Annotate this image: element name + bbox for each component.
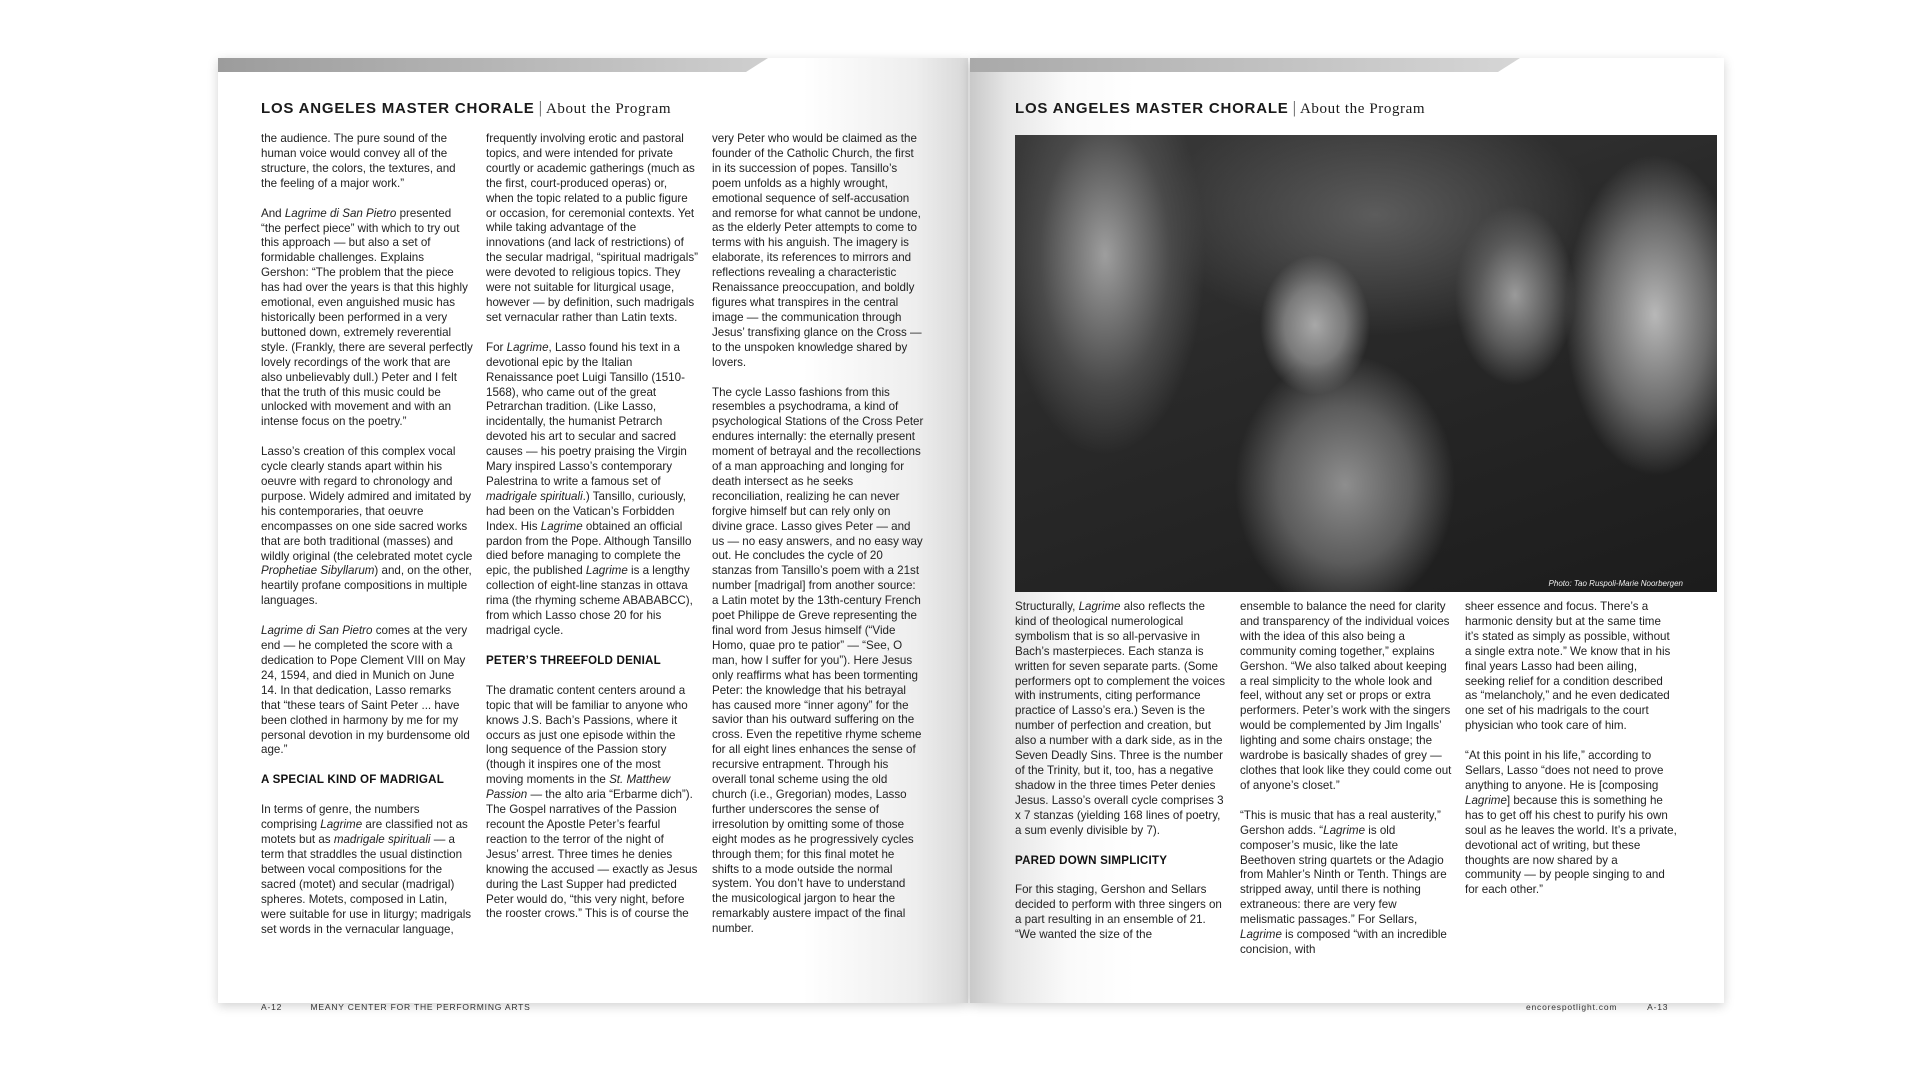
running-header [261, 98, 671, 118]
section-heading: PARED DOWN SIMPLICITY [1015, 853, 1168, 867]
column-3 [1465, 600, 1677, 900]
paragraph: frequently involving erotic and pastoral topics, and were intended for private courtly or academic gatherings (much as the first, court-produced operas) or, when the topic related to a public figure or occasion, for ceremonial contexts. Yet while taking advantage of the innovations (and lack of restrictions) of the secular madrigal, “spiritual madrigals” were devoted to religious topics. They were not suitable for liturgical usage, however — by definition, such madrigals set vernacular rather than Latin texts. [486, 132, 698, 324]
header-org: LOS ANGELES MASTER CHORALE [261, 100, 535, 117]
header-section: About the Program [546, 101, 672, 117]
header-section: About the Program [1300, 101, 1426, 117]
header-org: LOS ANGELES MASTER CHORALE [1015, 100, 1289, 117]
paragraph: Structurally, Lagrime also reflects the kind of theological numerological symbolism that is so all-pervasive in Bach’s masterpieces. Each stanza is written for seven separate parts. (Some performers opt to complement the voices with instruments, citing performance practice of Lasso’s era.) Seven is the number of perfection and creation, but also a number with a dark side, as in the Seven Deadly Sins. Three is the number of the Trinity, but it, too, has a negative shadow in the three times Peter denies Jesus. Lasso’s overall cycle comprises 3 x 7 stanzas (yielding 168 lines of poetry, a sum evenly divisible by 7). [1015, 600, 1226, 837]
photo-credit: Photo: Tao Ruspoli-Marie Noorbergen [1548, 579, 1683, 588]
page-number: A-13 [1647, 1002, 1669, 1012]
section-heading: A SPECIAL KIND OF MADRIGAL [261, 773, 444, 787]
right-page [970, 58, 1724, 1012]
page-footer [1526, 1002, 1668, 1012]
column-3 [712, 132, 924, 982]
paragraph: sheer essence and focus. There’s a harmonic density but at the same time it’s stated as simply as possible, without a single extra note.” We know that in his final years Lasso had been ailing, seeking relief for a condition described as “melancholy,” and he even dedicated one set of his madrigals to the court physician who took care of him. [1465, 600, 1671, 733]
header-accent-bar [218, 58, 768, 72]
paragraph: ensemble to balance the need for clarity and transparency of the individual voices with the idea of this also being a community coming together,” explains Gershon. “We also talked about keeping a real simplicity to the whole look and feel, without any set or props or extra performers. Peter’s work with the singers would be complemented by Jim Ingalls’ lighting and some chairs onstage; the wardrobe is basically shades of grey — clothes that look like they could come out of anyone’s closet.” [1240, 600, 1452, 792]
paragraph: Lagrime di San Pietro comes at the very end — he completed the score with a dedication to Pope Clement VIII on May 24, 1594, and died in Munich on June 14. In that dedication, Lasso remarks that “these tears of Saint Peter ... have been clothed in harmony by me for my personal devotion in my burdensome old age.” [261, 624, 470, 757]
header-separator: | [1292, 98, 1296, 117]
header-accent-bar [970, 58, 1520, 72]
paragraph: In terms of genre, the numbers comprising Lagrime are classified not as motets but as madrigale spirituali — a term that straddles the usual distinction between vocal compositions for the sacred (motet) and secular (madrigal) spheres. Motets, composed in Latin, were suitable for use in liturgy; madrigals set words in the vernacular language, [261, 803, 472, 936]
column-1 [261, 132, 473, 982]
column-2 [1240, 600, 1452, 956]
left-page [218, 58, 968, 1012]
column-1 [1015, 600, 1227, 942]
header-separator: | [538, 98, 542, 117]
paragraph: And Lagrime di San Pietro presented “the perfect piece” with which to try out this approach — but also a set of formidable challenges. Explains Gershon: “The problem that the piece has had over the years is that this highly emotional, even anguished music has historically been performed in a very buttoned down, extremely reverential style. (Frankly, there are several perfectly lovely recordings of the work that are also unbelievably dull.) Peter and I felt that the truth of this music could be unlocked with movement and with an intense focus on the poetry.” [261, 206, 473, 429]
paragraph: very Peter who would be claimed as the founder of the Catholic Church, the first in its succession of popes. Tansillo’s poem unfolds as a highly wrought, emotional sequence of self-accusation and remorse for what cannot be undone, as the elderly Peter attempts to come to terms with his anguish. The imagery is elaborate, its references to mirrors and reflections revealing a characteristic Renaissance preoccupation, and boldly figures what transpires in the central image — the communication through Jesus’ transfixing glance on the Cross — to the unspoken knowledge shared by lovers. [712, 132, 922, 369]
paragraph: For Lagrime, Lasso found his text in a devotional epic by the Italian Renaissance poet Luigi Tansillo (1510-1568), who came out of the great Petrarchan tradition. (Like Lasso, incidentally, the humanist Petrarch devoted his art to secular and sacred causes — his poetry praising the Virgin Mary inspired Lasso’s contemporary Palestrina to write a famous set of madrigale spirituali.) Tansillo, curiously, had been on the Vatican’s Forbidden Index. His Lagrime obtained an official pardon from the Pope. Although Tansillo died before managing to complete the epic, the published Lagrime is a lengthy collection of eight-line stanzas in ottava rima (the rhyming scheme ABABABCC), from which Lasso chose 20 for his madrigal cycle. [486, 340, 693, 637]
paragraph: the audience. The pure sound of the human voice would convey all of the structure, the colors, the textures, and the feeling of a major work.” [261, 132, 456, 190]
paragraph: The cycle Lasso fashions from this resembles a psychodrama, a kind of psychological Stations of the Cross Peter endures internally: the eternally present moment of betrayal and the recollections of a man approaching and longing for death intersect as he seeks reconciliation, realizing he can never forgive himself but can rely only on divine grace. Lasso gives Peter — and us — no easy answers, and no easy way out. He concludes the cycle of 20 stanzas from Tansillo’s poem with a 21st number [madrigal] from another source: a Latin motet by the 13th-century French poet Philippe de Greve representing the final word from Jesus himself (“Vide Homo, quae pro te patior” — “See, O man, how I suffer for you”). Here Jesus only reaffirms what has been tormenting Peter: the knowledge that his betrayal has caused more “inner agony” for the savior than his outward suffering on the cross. Even the repetitive rhyme scheme for all eight lines enhances the sense of recursive entrapment. Through his overall tonal scheme using the old church (i.e., Gregorian) modes, Lasso further underscores the sense of irresolution by omitting some of those eight modes as he progressively cycles through them; for this final motet he shifts to a mode outside the normal system. You don’t have to understand the musicological jargon to hear the remarkably austere impact of the final number. [712, 385, 924, 936]
paragraph: “At this point in his life,” according to Sellars, Lasso “does not need to prove anything to anyone. He is [composing Lagrime] because this is something he has to get off his chest to purify his own soul as he leaves the world. It’s a private, devotional act of writing, but these thoughts are now shared by a community — by people singing to and for each other.” [1465, 749, 1677, 897]
paragraph: For this staging, Gershon and Sellars decided to perform with three singers on a part resulting in an ensemble of 21. “We wanted the size of the [1015, 883, 1222, 942]
paragraph: “This is music that has a real austerity,” Gershon adds. “Lagrime is old composer’s music, like the late Beethoven string quartets or the Adagio from Mahler’s Ninth or Tenth. Things are stripped away, until there is nothing extraneous: there are very few melismatic passages.” For Sellars, Lagrime is composed “with an incredible concision, with [1240, 808, 1447, 956]
paragraph: The dramatic content centers around a topic that will be familiar to anyone who knows J.S. Bach’s Passions, where it occurs as just one episode within the long sequence of the Passion story (though it inspires one of the most moving moments in the St. Matthew Passion — the alto aria “Erbarme dich”). The Gospel narratives of the Passion recount the Apostle Peter’s fearful reaction to the terror of the night of Jesus’ arrest. Three times he denies knowing the accused — exactly as Jesus during the Last Supper had predicted Peter would do, “this very night, before the rooster crows.” This is of course the [486, 683, 698, 921]
performance-photo [1015, 135, 1717, 592]
page-number: A-12 [261, 1002, 283, 1012]
paragraph: Lasso’s creation of this complex vocal cycle clearly stands apart within his oeuvre with regard to chronology and purpose. Widely admired and imitated by his contemporaries, that oeuvre encompasses on one side sacred works that are both traditional (masses) and wildly original (the celebrated motet cycle Prophetiae Sibyllarum) and, on the other, heartily profane compositions in multiple languages. [261, 445, 473, 608]
section-heading: PETER’S THREEFOLD DENIAL [486, 653, 661, 667]
page-footer [261, 1002, 531, 1012]
column-2 [486, 132, 698, 982]
footer-website: encorespotlight.com [1526, 1002, 1618, 1012]
footer-venue: MEANY CENTER FOR THE PERFORMING ARTS [310, 1002, 531, 1012]
running-header [1015, 98, 1425, 118]
